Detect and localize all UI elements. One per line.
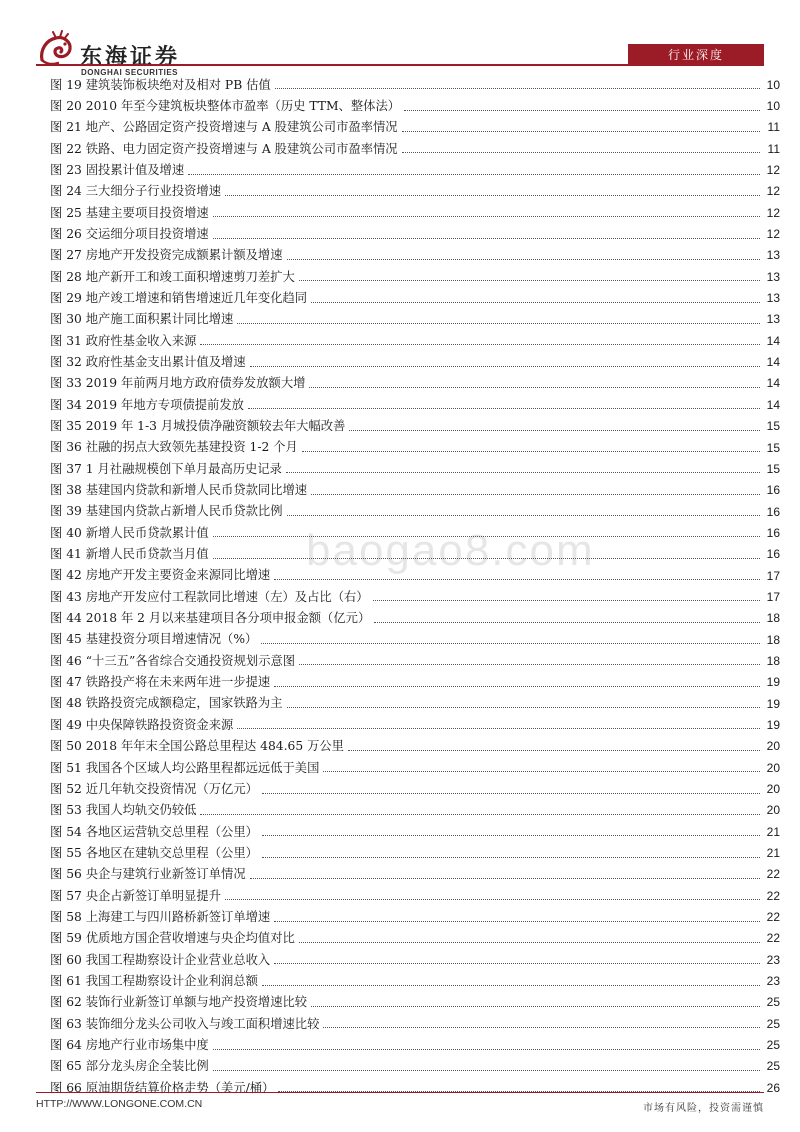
toc-entry[interactable] [50, 1034, 780, 1055]
toc-entry-page-number: 16 [766, 525, 780, 540]
toc-dot-leader [274, 686, 760, 687]
toc-entry-label: 图 39 基建国内贷款占新增人民币贷款比例 [50, 504, 283, 519]
toc-entry[interactable] [50, 309, 780, 330]
toc-dot-leader [323, 771, 760, 772]
toc-entry[interactable] [50, 757, 780, 778]
toc-entry-page-number: 18 [766, 653, 780, 668]
toc-entry-label: 图 38 基建国内贷款和新增人民币贷款同比增速 [50, 483, 308, 498]
toc-entry-label: 图 58 上海建工与四川路桥新签订单增速 [50, 909, 271, 924]
toc-entry-page-number: 23 [766, 974, 780, 989]
toc-dot-leader [213, 558, 760, 559]
toc-entry[interactable] [50, 181, 780, 202]
toc-entry-label: 图 45 基建投资分项目增速情况（%） [50, 632, 258, 647]
toc-entry-label: 图 41 新增人民币贷款当月值 [50, 547, 209, 562]
toc-entry[interactable] [50, 330, 780, 351]
toc-entry[interactable] [50, 842, 780, 863]
toc-entry-label: 图 25 基建主要项目投资增速 [50, 205, 209, 220]
toc-entry[interactable] [50, 223, 780, 244]
toc-entry-page-number: 26 [766, 1080, 780, 1095]
toc-dot-leader [311, 302, 760, 303]
toc-dot-leader [286, 472, 760, 473]
toc-entry-page-number: 11 [767, 120, 780, 135]
toc-entry[interactable] [50, 714, 780, 735]
toc-entry-label: 图 26 交运细分项目投资增速 [50, 226, 209, 241]
toc-entry-page-number: 13 [766, 269, 780, 284]
toc-dot-leader [404, 110, 760, 111]
report-type-badge: 行业深度 [628, 44, 764, 66]
toc-dot-leader [274, 963, 760, 964]
toc-dot-leader [402, 152, 760, 153]
toc-entry[interactable] [50, 800, 780, 821]
toc-entry-page-number: 22 [766, 931, 780, 946]
toc-dot-leader [188, 174, 760, 175]
toc-entry-page-number: 14 [766, 333, 780, 348]
toc-entry-page-number: 12 [766, 205, 780, 220]
toc-entry-page-number: 12 [766, 227, 780, 242]
toc-entry-label: 图 42 房地产开发主要资金来源同比增速 [50, 568, 271, 583]
toc-entry-page-number: 25 [766, 1038, 780, 1053]
toc-dot-leader [349, 430, 760, 431]
toc-entry-label: 图 20 2010 年至今建筑板块整体市盈率（历史 TTM、整体法） [50, 98, 401, 113]
toc-entry-page-number: 16 [766, 504, 780, 519]
toc-entry-page-number: 16 [766, 547, 780, 562]
toc-dot-leader [287, 707, 760, 708]
toc-entry[interactable] [50, 202, 780, 223]
toc-entry-page-number: 16 [766, 483, 780, 498]
toc-dot-leader [200, 344, 760, 345]
toc-entry-label: 图 27 房地产开发投资完成额累计额及增速 [50, 248, 283, 263]
toc-dot-leader [262, 857, 760, 858]
toc-entry-label: 图 52 近几年轨交投资情况（万亿元） [50, 781, 258, 796]
toc-entry[interactable] [50, 949, 780, 970]
toc-entry[interactable] [50, 992, 780, 1013]
toc-entry-label: 图 53 我国人均轨交仍较低 [50, 803, 197, 818]
toc-entry-label: 图 57 央企占新签订单明显提升 [50, 888, 222, 903]
toc-entry[interactable] [50, 74, 780, 95]
toc-entry-label: 图 29 地产竣工增速和销售增速近几年变化趋同 [50, 290, 308, 305]
toc-dot-leader [262, 793, 760, 794]
toc-dot-leader [250, 878, 760, 879]
toc-dot-leader [374, 622, 760, 623]
toc-dot-leader [237, 728, 760, 729]
toc-dot-leader [299, 664, 760, 665]
toc-entry-label: 图 55 各地区在建轨交总里程（公里） [50, 845, 258, 860]
toc-entry-label: 图 62 装饰行业新签订单额与地产投资增速比较 [50, 995, 308, 1010]
footer-website-link[interactable]: HTTP://WWW.LONGONE.COM.CN [36, 1098, 203, 1110]
toc-entry[interactable] [50, 159, 780, 180]
toc-entry[interactable] [50, 608, 780, 629]
toc-entry-page-number: 18 [766, 632, 780, 647]
toc-entry[interactable] [50, 586, 780, 607]
toc-entry-label: 图 37 1 月社融规模创下单月最高历史记录 [50, 461, 282, 476]
dragon-logo-icon [36, 30, 76, 68]
toc-entry-label: 图 44 2018 年 2 月以来基建项目各分项申报金额（亿元） [50, 611, 371, 626]
toc-entry[interactable] [50, 821, 780, 842]
toc-entry-label: 图 22 铁路、电力固定资产投资增速与 A 股建筑公司市盈率情况 [50, 141, 398, 156]
toc-dot-leader [287, 515, 760, 516]
toc-dot-leader [213, 216, 760, 217]
toc-entry-label: 图 64 房地产行业市场集中度 [50, 1037, 209, 1052]
toc-entry-page-number: 12 [766, 184, 780, 199]
toc-dot-leader [402, 131, 760, 132]
toc-entry[interactable] [50, 629, 780, 650]
toc-entry-page-number: 23 [766, 952, 780, 967]
toc-entry-label: 图 50 2018 年年末全国公路总里程达 484.65 万公里 [50, 739, 344, 754]
toc-entry-page-number: 20 [766, 782, 780, 797]
toc-entry-label: 图 23 固投累计值及增速 [50, 162, 185, 177]
toc-entry[interactable] [50, 1077, 780, 1098]
toc-entry-page-number: 25 [766, 995, 780, 1010]
toc-entry-page-number: 21 [766, 846, 780, 861]
toc-dot-leader [299, 942, 760, 943]
toc-entry-label: 图 33 2019 年前两月地方政府债券发放额大增 [50, 376, 306, 391]
toc-entry[interactable] [50, 522, 780, 543]
toc-entry-label: 图 56 央企与建筑行业新签订单情况 [50, 867, 246, 882]
toc-entry[interactable] [50, 1013, 780, 1034]
toc-entry[interactable] [50, 778, 780, 799]
footer-divider [36, 1092, 764, 1093]
toc-entry-page-number: 13 [766, 291, 780, 306]
toc-dot-leader [373, 600, 760, 601]
toc-entry[interactable] [50, 287, 780, 308]
toc-dot-leader [213, 238, 760, 239]
toc-entry-label: 图 61 我国工程勘察设计企业利润总额 [50, 973, 258, 988]
toc-dot-leader [250, 366, 760, 367]
toc-entry-label: 图 21 地产、公路固定资产投资增速与 A 股建筑公司市盈率情况 [50, 120, 398, 135]
toc-dot-leader [237, 323, 760, 324]
toc-entry-page-number: 15 [766, 419, 780, 434]
toc-entry[interactable] [50, 95, 780, 116]
toc-entry[interactable] [50, 458, 780, 479]
toc-dot-leader [213, 1070, 760, 1071]
toc-entry[interactable] [50, 693, 780, 714]
toc-entry-label: 图 35 2019 年 1-3 月城投债净融资额较去年大幅改善 [50, 419, 346, 434]
toc-entry-page-number: 19 [766, 675, 780, 690]
toc-entry-label: 图 46 “十三五”各省综合交通投资规划示意图 [50, 653, 296, 668]
toc-entry[interactable] [50, 864, 780, 885]
toc-dot-leader [311, 494, 760, 495]
toc-entry[interactable] [50, 928, 780, 949]
toc-entry[interactable] [50, 1056, 780, 1077]
toc-dot-leader [323, 1027, 760, 1028]
figure-index-list [50, 74, 780, 1099]
toc-entry[interactable] [50, 373, 780, 394]
footer-risk-notice: 市场有风险，投资需谨慎 [643, 1103, 764, 1114]
toc-entry-page-number: 18 [766, 611, 780, 626]
toc-entry[interactable] [50, 736, 780, 757]
toc-entry-page-number: 12 [766, 163, 780, 178]
toc-entry-page-number: 21 [766, 824, 780, 839]
toc-dot-leader [200, 814, 760, 815]
toc-entry-page-number: 19 [766, 696, 780, 711]
toc-entry-label: 图 47 铁路投产将在未来两年进一步提速 [50, 675, 271, 690]
header-divider [36, 64, 764, 66]
toc-entry-label: 图 49 中央保障铁路投资资金来源 [50, 717, 234, 732]
toc-entry[interactable] [50, 672, 780, 693]
toc-entry[interactable] [50, 565, 780, 586]
toc-dot-leader [225, 195, 760, 196]
toc-entry-page-number: 25 [766, 1059, 780, 1074]
toc-entry-label: 图 63 装饰细分龙头公司收入与竣工面积增速比较 [50, 1016, 320, 1031]
toc-entry[interactable] [50, 906, 780, 927]
toc-entry-page-number: 20 [766, 803, 780, 818]
toc-entry-page-number: 25 [766, 1016, 780, 1031]
toc-dot-leader [248, 408, 760, 409]
toc-dot-leader [262, 985, 760, 986]
toc-entry-page-number: 14 [766, 355, 780, 370]
toc-entry-label: 图 43 房地产开发应付工程款同比增速（左）及占比（右） [50, 589, 369, 604]
toc-entry-page-number: 13 [766, 248, 780, 263]
toc-entry-label: 图 60 我国工程勘察设计企业营业总收入 [50, 952, 271, 967]
toc-entry-page-number: 17 [766, 589, 780, 604]
toc-dot-leader [213, 1049, 760, 1050]
toc-entry-page-number: 10 [766, 99, 780, 114]
toc-entry-page-number: 10 [766, 77, 780, 92]
toc-entry-label: 图 48 铁路投资完成额稳定，国家铁路为主 [50, 696, 283, 711]
toc-entry-label: 图 31 政府性基金收入来源 [50, 333, 197, 348]
toc-entry-label: 图 54 各地区运营轨交总里程（公里） [50, 824, 258, 839]
toc-entry-label: 图 19 建筑装饰板块绝对及相对 PB 估值 [50, 77, 271, 92]
toc-entry-label: 图 65 部分龙头房企全装比例 [50, 1059, 209, 1074]
toc-entry-page-number: 22 [766, 867, 780, 882]
toc-dot-leader [275, 88, 760, 89]
toc-entry-label: 图 51 我国各个区域人均公路里程都远远低于美国 [50, 760, 320, 775]
toc-entry[interactable] [50, 970, 780, 991]
toc-entry-page-number: 11 [767, 141, 780, 156]
toc-entry-label: 图 28 地产新开工和竣工面积增速剪刀差扩大 [50, 269, 295, 284]
toc-entry-label: 图 34 2019 年地方专项债提前发放 [50, 397, 244, 412]
toc-entry[interactable] [50, 885, 780, 906]
logo-english-name: DONGHAI SECURITIES [81, 68, 179, 77]
toc-dot-leader [262, 835, 760, 836]
toc-entry-label: 图 66 原油期货结算价格走势（美元/桶） [50, 1080, 275, 1095]
toc-entry-page-number: 14 [766, 397, 780, 412]
toc-entry[interactable] [50, 351, 780, 372]
toc-entry-label: 图 59 优质地方国企营收增速与央企均值对比 [50, 931, 295, 946]
watermark-text: baogao8.com [306, 526, 595, 575]
toc-entry[interactable] [50, 650, 780, 671]
toc-entry-label: 图 36 社融的拐点大致领先基建投资 1-2 个月 [50, 440, 298, 455]
toc-entry-page-number: 22 [766, 888, 780, 903]
toc-entry-page-number: 13 [766, 312, 780, 327]
toc-entry[interactable] [50, 437, 780, 458]
toc-dot-leader [348, 750, 760, 751]
toc-entry-page-number: 17 [766, 568, 780, 583]
toc-entry-page-number: 20 [766, 760, 780, 775]
toc-dot-leader [274, 921, 760, 922]
toc-dot-leader [311, 1006, 760, 1007]
toc-entry-page-number: 14 [766, 376, 780, 391]
toc-dot-leader [299, 280, 760, 281]
toc-entry-page-number: 20 [766, 739, 780, 754]
toc-entry[interactable] [50, 416, 780, 437]
toc-dot-leader [225, 899, 760, 900]
toc-dot-leader [261, 643, 760, 644]
toc-entry-label: 图 40 新增人民币贷款累计值 [50, 525, 209, 540]
toc-dot-leader [274, 579, 760, 580]
toc-entry[interactable] [50, 480, 780, 501]
toc-entry[interactable] [50, 138, 780, 159]
logo-chinese-name: 东海证券 [80, 44, 181, 70]
toc-entry-label: 图 30 地产施工面积累计同比增速 [50, 312, 234, 327]
toc-dot-leader [287, 259, 760, 260]
toc-entry[interactable] [50, 394, 780, 415]
toc-entry-page-number: 22 [766, 910, 780, 925]
toc-dot-leader [309, 387, 760, 388]
toc-entry-page-number: 15 [766, 440, 780, 455]
toc-dot-leader [302, 451, 760, 452]
page-header [0, 0, 800, 77]
toc-dot-leader [213, 536, 760, 537]
toc-entry-page-number: 19 [766, 717, 780, 732]
toc-entry-label: 图 24 三大细分子行业投资增速 [50, 184, 222, 199]
toc-entry[interactable] [50, 245, 780, 266]
toc-entry-label: 图 32 政府性基金支出累计值及增速 [50, 354, 246, 369]
toc-entry[interactable] [50, 117, 780, 138]
toc-entry[interactable] [50, 501, 780, 522]
toc-entry-page-number: 15 [766, 461, 780, 476]
toc-entry[interactable] [50, 266, 780, 287]
toc-entry[interactable] [50, 544, 780, 565]
